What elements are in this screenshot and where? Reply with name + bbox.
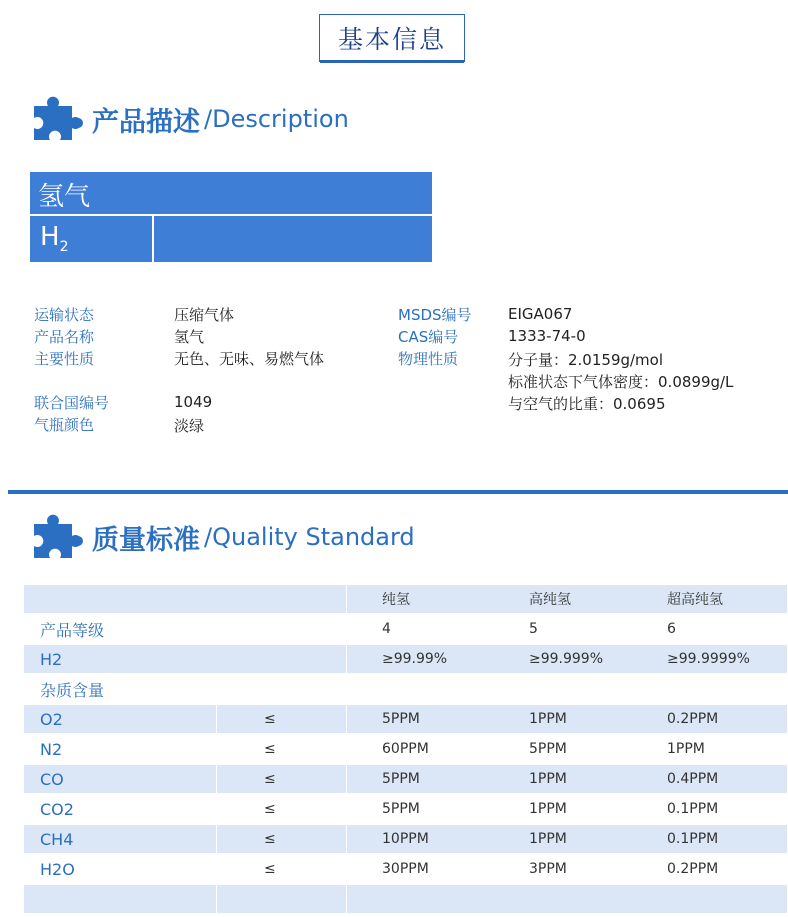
table-cell: 0.1PPM — [667, 801, 719, 817]
row-label: CH4 — [40, 829, 74, 849]
row-label: H2O — [40, 859, 75, 879]
info-value: 标准状态下气体密度：0.0899g/L — [508, 373, 734, 391]
table-row — [24, 705, 787, 733]
formula-main: H — [40, 222, 60, 252]
operator-symbol: ≤ — [264, 801, 276, 817]
row-label: H2 — [40, 649, 63, 669]
row-label: 杂质含量 — [40, 680, 105, 700]
column-divider — [346, 705, 347, 733]
page-title: 基本信息 — [320, 15, 464, 63]
info-label: CAS编号 — [398, 328, 459, 346]
table-row — [24, 735, 787, 763]
info-label: 物理性质 — [398, 350, 459, 368]
table-cell: 1PPM — [529, 801, 567, 817]
info-value: 分子量：2.0159g/mol — [508, 351, 664, 369]
info-value: 氢气 — [174, 328, 205, 346]
operator-symbol: ≤ — [264, 711, 276, 727]
info-value: 1333-74-0 — [508, 327, 586, 345]
puzzle-icon — [30, 510, 84, 564]
table-cell: ≥99.999% — [529, 651, 604, 667]
info-value: 1049 — [174, 393, 213, 411]
description-heading — [30, 92, 349, 146]
operator-symbol: ≤ — [264, 771, 276, 787]
table-cell: 6 — [667, 621, 676, 637]
gas-name-row — [30, 172, 432, 216]
row-label: N2 — [40, 739, 63, 759]
column-header: 超高纯氢 — [667, 592, 723, 608]
info-label: 联合国编号 — [34, 394, 110, 412]
section-title-box — [319, 14, 465, 62]
info-value: 无色、无味、易燃气体 — [174, 350, 325, 368]
info-value: EIGA067 — [508, 305, 573, 323]
operator-symbol: ≤ — [264, 741, 276, 757]
section-divider — [8, 490, 788, 494]
table-cell: 1PPM — [529, 711, 567, 727]
gas-formula-row — [30, 216, 432, 262]
row-label: 产品等级 — [40, 620, 105, 640]
table-cell: 1PPM — [529, 771, 567, 787]
column-divider — [346, 765, 347, 793]
puzzle-icon — [30, 92, 84, 146]
table-row — [24, 675, 787, 703]
column-header: 纯氢 — [382, 592, 410, 608]
column-divider — [216, 825, 217, 853]
table-cell: 0.4PPM — [667, 771, 719, 787]
description-heading-en: /Description — [204, 105, 349, 133]
info-value: 压缩气体 — [174, 306, 235, 324]
table-cell: 30PPM — [382, 861, 429, 877]
table-row — [24, 825, 787, 853]
column-divider — [216, 705, 217, 733]
column-divider — [346, 885, 347, 913]
info-label: 气瓶颜色 — [34, 416, 95, 434]
row-label: CO2 — [40, 799, 74, 819]
table-cell: ≥99.99% — [382, 651, 448, 667]
info-label: 运输状态 — [34, 306, 95, 324]
column-header: 高纯氢 — [529, 592, 571, 608]
description-heading-zh: 产品描述 — [92, 106, 200, 138]
table-cell: 5PPM — [382, 711, 420, 727]
row-label: CO — [40, 769, 64, 789]
table-cell: 5 — [529, 621, 538, 637]
quality-heading — [30, 510, 415, 564]
column-divider — [216, 885, 217, 913]
table-row — [24, 765, 787, 793]
quality-heading-zh: 质量标准 — [92, 524, 200, 556]
gas-formula — [40, 222, 68, 255]
formula-divider — [152, 216, 154, 262]
table-cell: 0.2PPM — [667, 711, 719, 727]
table-cell: 5PPM — [529, 741, 567, 757]
table-cell: 3PPM — [529, 861, 567, 877]
table-row — [24, 855, 787, 883]
table-cell: 0.1PPM — [667, 831, 719, 847]
info-label: 产品名称 — [34, 328, 95, 346]
info-value: 与空气的比重：0.0695 — [508, 395, 666, 413]
table-cell: 4 — [382, 621, 391, 637]
quality-heading-en: /Quality Standard — [204, 523, 415, 551]
formula-sub: 2 — [59, 239, 69, 256]
column-divider — [216, 765, 217, 793]
gas-name: 氢气 — [38, 182, 91, 212]
table-header-row — [24, 585, 787, 613]
row-label: O2 — [40, 709, 63, 729]
table-cell: ≥99.9999% — [667, 651, 750, 667]
column-divider — [346, 645, 347, 673]
column-divider — [346, 825, 347, 853]
table-cell: 10PPM — [382, 831, 429, 847]
table-cell: 0.2PPM — [667, 861, 719, 877]
info-value: 淡绿 — [174, 417, 205, 435]
table-row — [24, 885, 787, 913]
table-cell: 5PPM — [382, 771, 420, 787]
table-cell: 60PPM — [382, 741, 429, 757]
table-cell: 1PPM — [667, 741, 705, 757]
table-cell: 5PPM — [382, 801, 420, 817]
table-row — [24, 615, 787, 643]
table-row — [24, 795, 787, 823]
table-row — [24, 645, 787, 673]
info-label: 主要性质 — [34, 350, 95, 368]
table-cell: 1PPM — [529, 831, 567, 847]
operator-symbol: ≤ — [264, 861, 276, 877]
operator-symbol: ≤ — [264, 831, 276, 847]
info-label: MSDS编号 — [398, 306, 472, 324]
column-divider — [346, 585, 347, 613]
gas-banner — [30, 172, 432, 262]
